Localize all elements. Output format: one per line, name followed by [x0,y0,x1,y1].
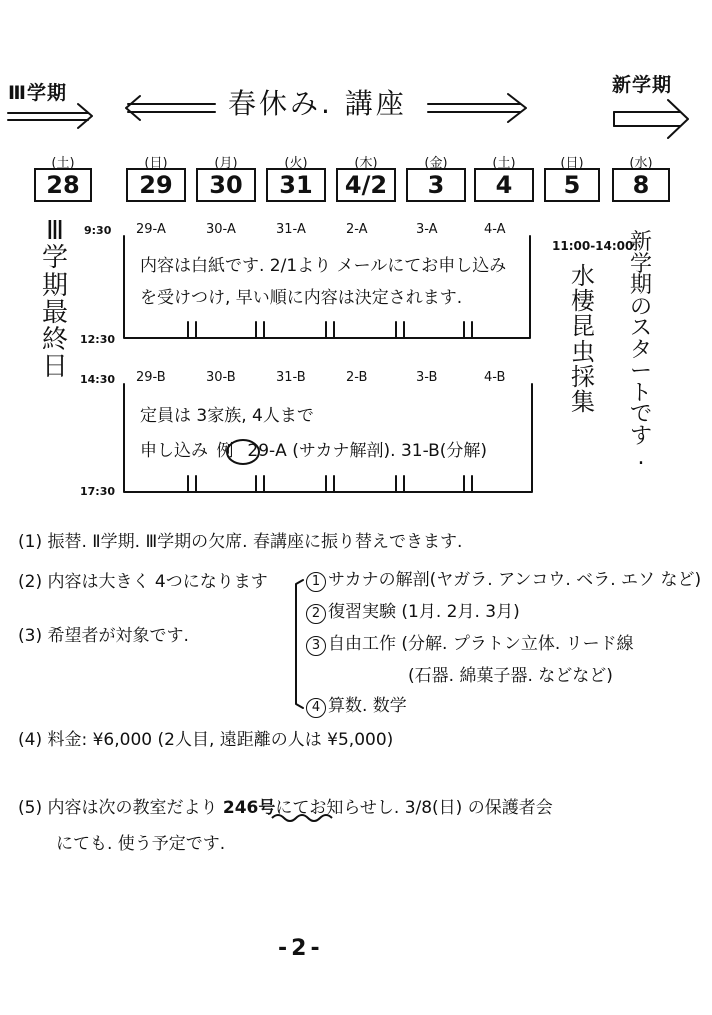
right-vertical-text: 新 学 期 の ス タ ー ト で す . [629,230,652,471]
date-number: 28 [34,168,92,202]
session-code: 31-B [276,370,306,385]
note-4: (4) 料金: ¥6,000 (2人目, 遠距離の人は ¥5,000) [18,730,394,750]
calendar-day [474,152,534,202]
session-code: 2-A [346,222,368,237]
session-code: 4-A [484,222,506,237]
calendar-day [544,152,600,202]
afternoon-note-line [140,443,487,460]
note-5-prefix: (5) 内容は次の教室だより [18,798,218,818]
note-3: (3) 希望者が対象です. [18,626,189,646]
issue-number: 246号 [222,798,276,818]
date-number: 5 [544,168,600,202]
note-2: (2) 内容は大きく 4つになります [18,572,268,592]
day-of-week: (土) [492,156,516,171]
date-number: 3 [406,168,466,202]
time-label: 9:30 [84,224,112,237]
calendar-day [336,152,396,202]
calendar-day [196,152,256,202]
left-vertical-text: Ⅲ 学 期 最 終 日 [41,216,68,383]
left-term-label: Ⅲ学期 [8,82,67,104]
session-code: 29-A [136,222,166,237]
session-code: 3-A [416,222,438,237]
date-number: 31 [266,168,326,202]
calendar-day [406,152,466,202]
banner-title: 春休み. 講座 [228,87,407,120]
item-number: 2 [306,604,326,624]
day-of-week: (日) [144,156,168,171]
example-label: 例 [216,441,234,461]
content-item [306,636,634,656]
afternoon-note-line: 定員は 3家族, 4人まで [140,406,314,426]
time-label: 12:30 [80,333,116,346]
side-vertical-text: 水 棲 昆 虫 採 集 [571,262,595,416]
date-number: 4 [474,168,534,202]
date-number: 29 [126,168,186,202]
day-of-week: (木) [354,156,378,171]
date-number: 30 [196,168,256,202]
date-number: 4/2 [336,168,396,202]
day-of-week: (月) [214,156,238,171]
calendar-day [612,152,670,202]
note-5 [18,800,553,817]
calendar-day [266,152,326,202]
calendar-day [126,152,186,202]
item-number: 1 [306,572,326,592]
session-code: 30-A [206,222,236,237]
content-item [306,698,407,718]
example-text: 29-A (サカナ解剖). 31-B(分解) [247,441,488,461]
date-number: 8 [612,168,670,202]
day-of-week: (土) [51,156,75,171]
session-code: 2-B [346,370,368,385]
page-number: -2- [278,936,324,961]
session-code: 4-B [484,370,506,385]
right-term-label: 新学期 [612,74,673,96]
apply-label: 申し込み [140,441,208,461]
note-1: (1) 振替. Ⅱ学期. Ⅲ学期の欠席. 春講座に振り替えできます. [18,532,463,552]
session-code: 3-B [416,370,438,385]
content-item [306,572,701,592]
content-item [306,604,520,624]
calendar-day [34,152,92,202]
day-of-week: (日) [560,156,584,171]
item-text: 算数. 数学 [328,696,407,716]
session-code: 30-B [206,370,236,385]
time-label: 17:30 [80,485,116,498]
note-5-continuation: にても. 使う予定です. [56,834,226,854]
item-number: 4 [306,698,326,718]
session-code: 29-B [136,370,166,385]
item-text: サカナの解剖(ヤガラ. アンコウ. ベラ. エソ など) [328,570,702,590]
item-text: 自由工作 (分解. プラトン立体. リード線 [328,634,634,654]
item-number: 3 [306,636,326,656]
note-5-mid: にてお知らせし. 3/8(日) の保護者会 [275,798,553,818]
morning-note-line: を受けつけ, 早い順に内容は決定されます. [140,288,463,308]
session-code: 31-A [276,222,306,237]
time-label: 14:30 [80,373,116,386]
day-of-week: (水) [629,156,653,171]
day-of-week: (火) [284,156,308,171]
item-text: 復習実験 (1月. 2月. 3月) [328,602,520,622]
day-of-week: (金) [424,156,448,171]
morning-note-line: 内容は白紙です. 2/1より メールにてお申し込み [140,256,507,276]
side-time-label: 11:00-14:00 [552,239,634,253]
content-item-continuation: (石器. 綿菓子器. などなど) [408,666,613,686]
